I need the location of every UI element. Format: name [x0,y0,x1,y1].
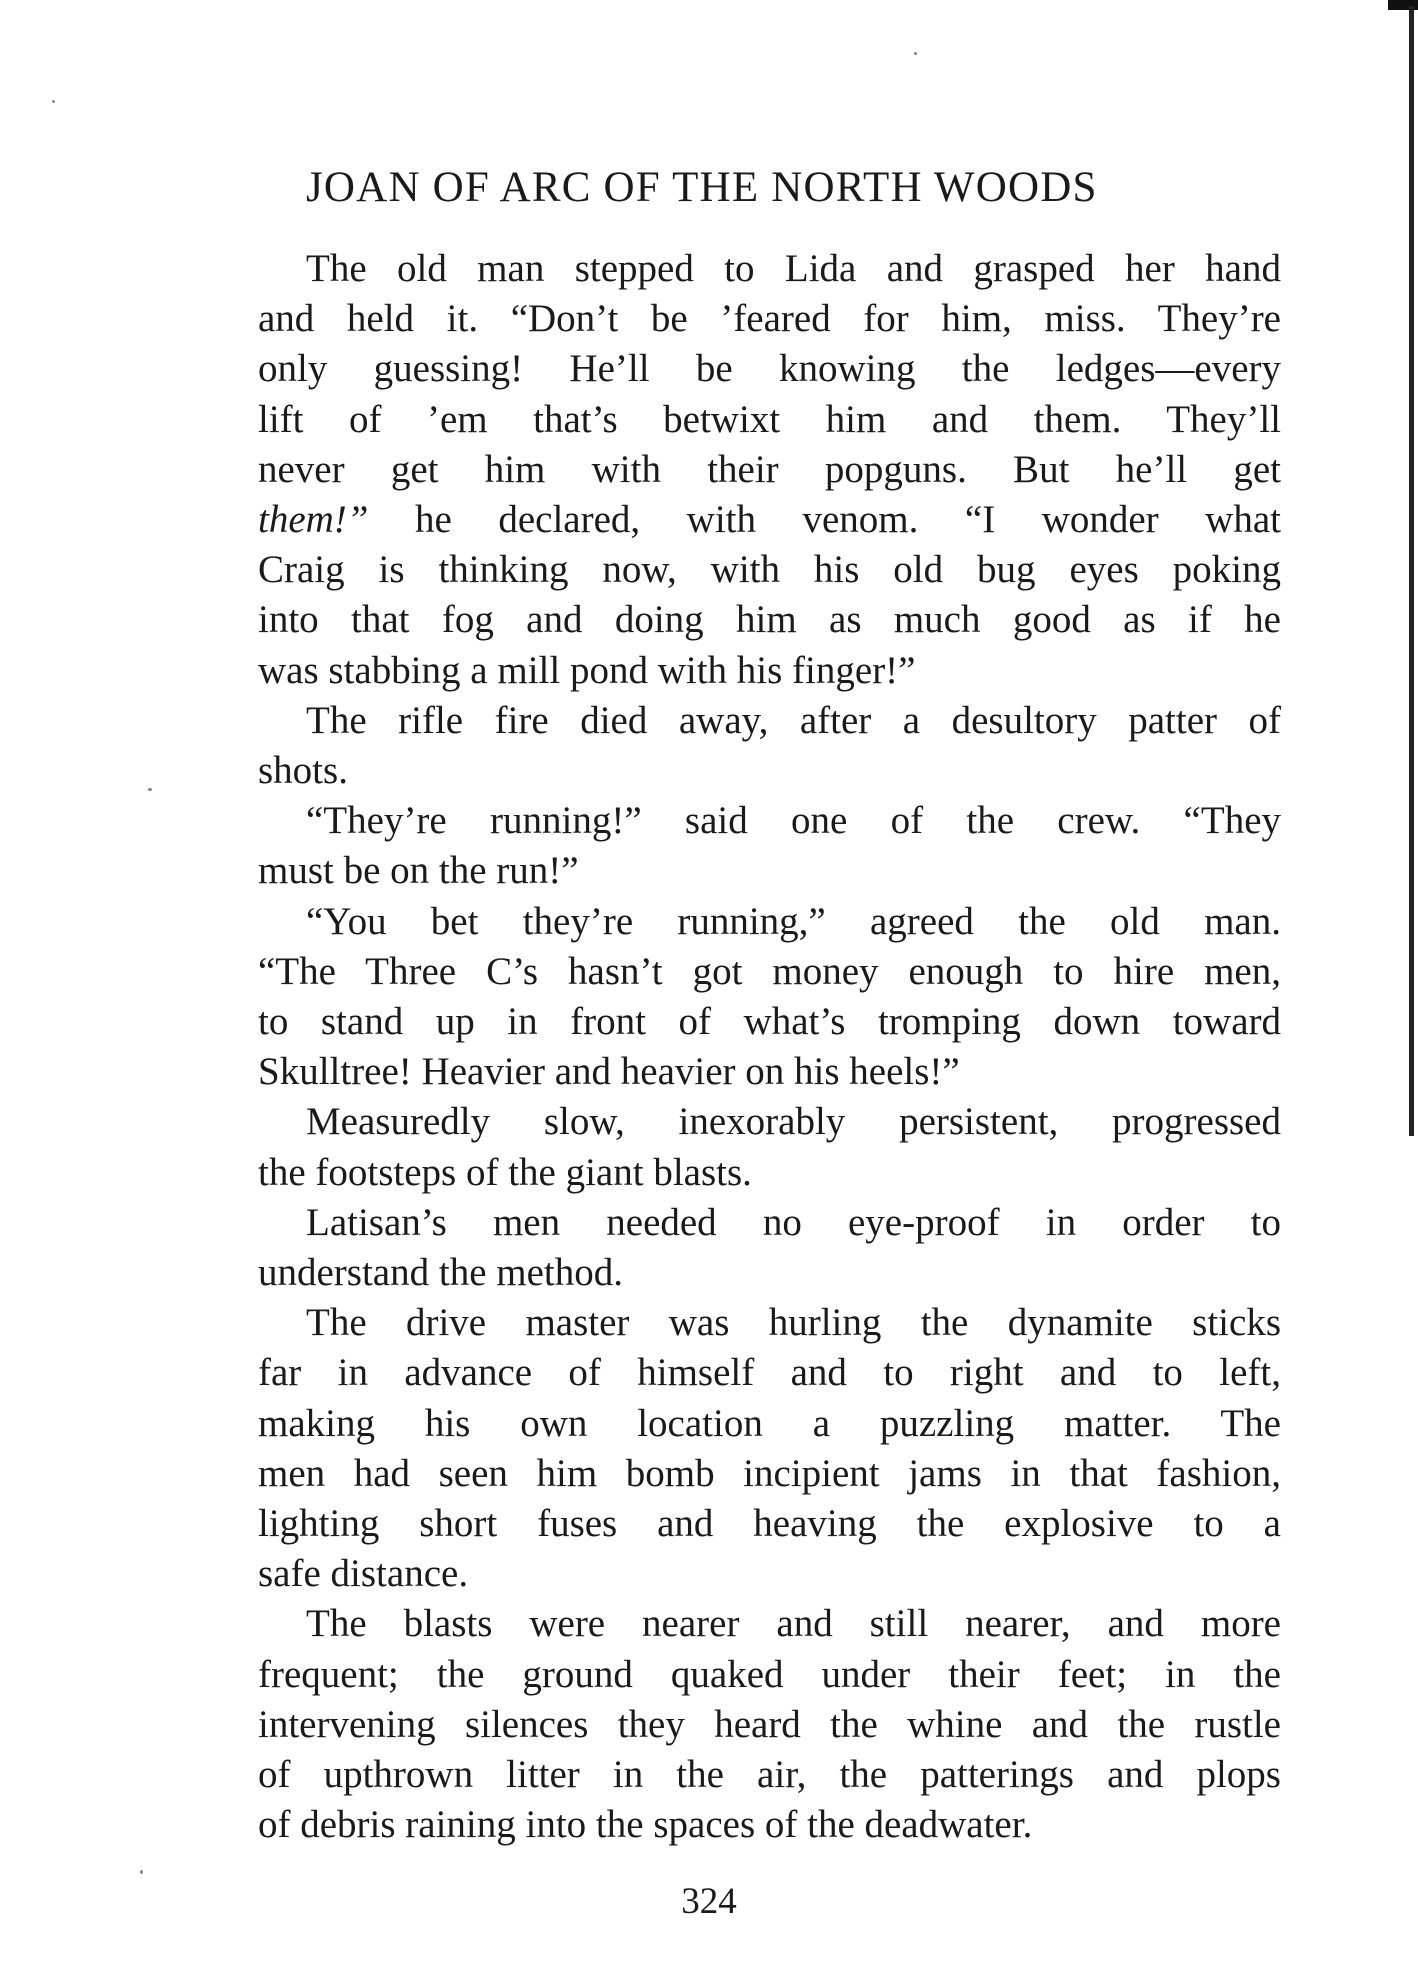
text-line: “The Three C’s hasn’t got money enough to hire men, [258,949,1281,993]
text-line: must be on the run!” [258,849,579,893]
text-line: “They’re running!” said one of the crew. “They [306,799,1281,843]
paper-speck [52,100,55,103]
paragraph [258,1198,1281,1298]
text-line: to stand up in front of what’s tromping down toward [258,1000,1281,1044]
paper-speck [140,1870,143,1874]
paper-speck [914,52,917,55]
text-line: Measuredly slow, inexorably persistent, progressed [306,1100,1281,1144]
text-line: the footsteps of the giant blasts. [258,1150,752,1194]
paragraph [258,1298,1281,1599]
text-line: frequent; the ground quaked under their feet; in the [258,1652,1281,1696]
italic-emphasis: them!” [258,498,369,542]
text-line: into that fog and doing him as much good as if he [258,598,1281,642]
paragraph [258,796,1281,896]
text-line: making his own location a puzzling matter. The [258,1401,1281,1445]
paper-speck [148,788,152,791]
paragraph [258,244,1281,696]
text-line: safe distance. [258,1552,469,1596]
text-line: never get him with their popguns. But he’ll get [258,447,1281,491]
text-line: only guessing! He’ll be knowing the ledges—every [258,347,1281,391]
text-line: intervening silences they heard the whine and the rustle [258,1702,1281,1746]
binding-edge-line [1409,6,1414,1136]
running-header: JOAN OF ARC OF THE NORTH WOODS [306,164,1098,211]
paragraph [258,897,1281,1098]
text-line: The old man stepped to Lida and grasped her hand [306,247,1281,290]
text-line: was stabbing a mill pond with his finger!” [258,648,916,692]
text-line: “You bet they’re running,” agreed the old man. [306,899,1281,943]
text-line: lighting short fuses and heaving the explosive to a [258,1502,1281,1546]
body-text [258,244,1281,1851]
page-number: 324 [681,1881,737,1922]
text-line: The blasts were nearer and still nearer, and more [306,1602,1281,1646]
text-line: of debris raining into the spaces of the deadwater. [258,1803,1033,1847]
text-line: Skulltree! Heavier and heavier on his heels!” [258,1050,960,1094]
text-line: lift of ’em that’s betwixt him and them. They’ll [258,397,1281,441]
paragraph [258,1599,1281,1850]
paragraph [258,696,1281,796]
text-line: them!” he declared, with venom. “I wonder what [258,498,1281,542]
text-line: Latisan’s men needed no eye-proof in order to [306,1200,1281,1244]
text-line: understand the method. [258,1251,623,1295]
text-line: far in advance of himself and to right and to left, [258,1351,1281,1395]
paragraph [258,1097,1281,1197]
text-line: The drive master was hurling the dynamite sticks [306,1301,1281,1345]
text-line: shots. [258,749,348,793]
text-line: The rifle fire died away, after a desultory patter of [306,698,1281,742]
text-line: and held it. “Don’t be ’feared for him, miss. They’re [258,297,1281,341]
text-line: of upthrown litter in the air, the patterings and plops [258,1753,1281,1797]
text-line: Craig is thinking now, with his old bug eyes poking [258,548,1281,592]
text-line: men had seen him bomb incipient jams in that fashion, [258,1451,1281,1495]
